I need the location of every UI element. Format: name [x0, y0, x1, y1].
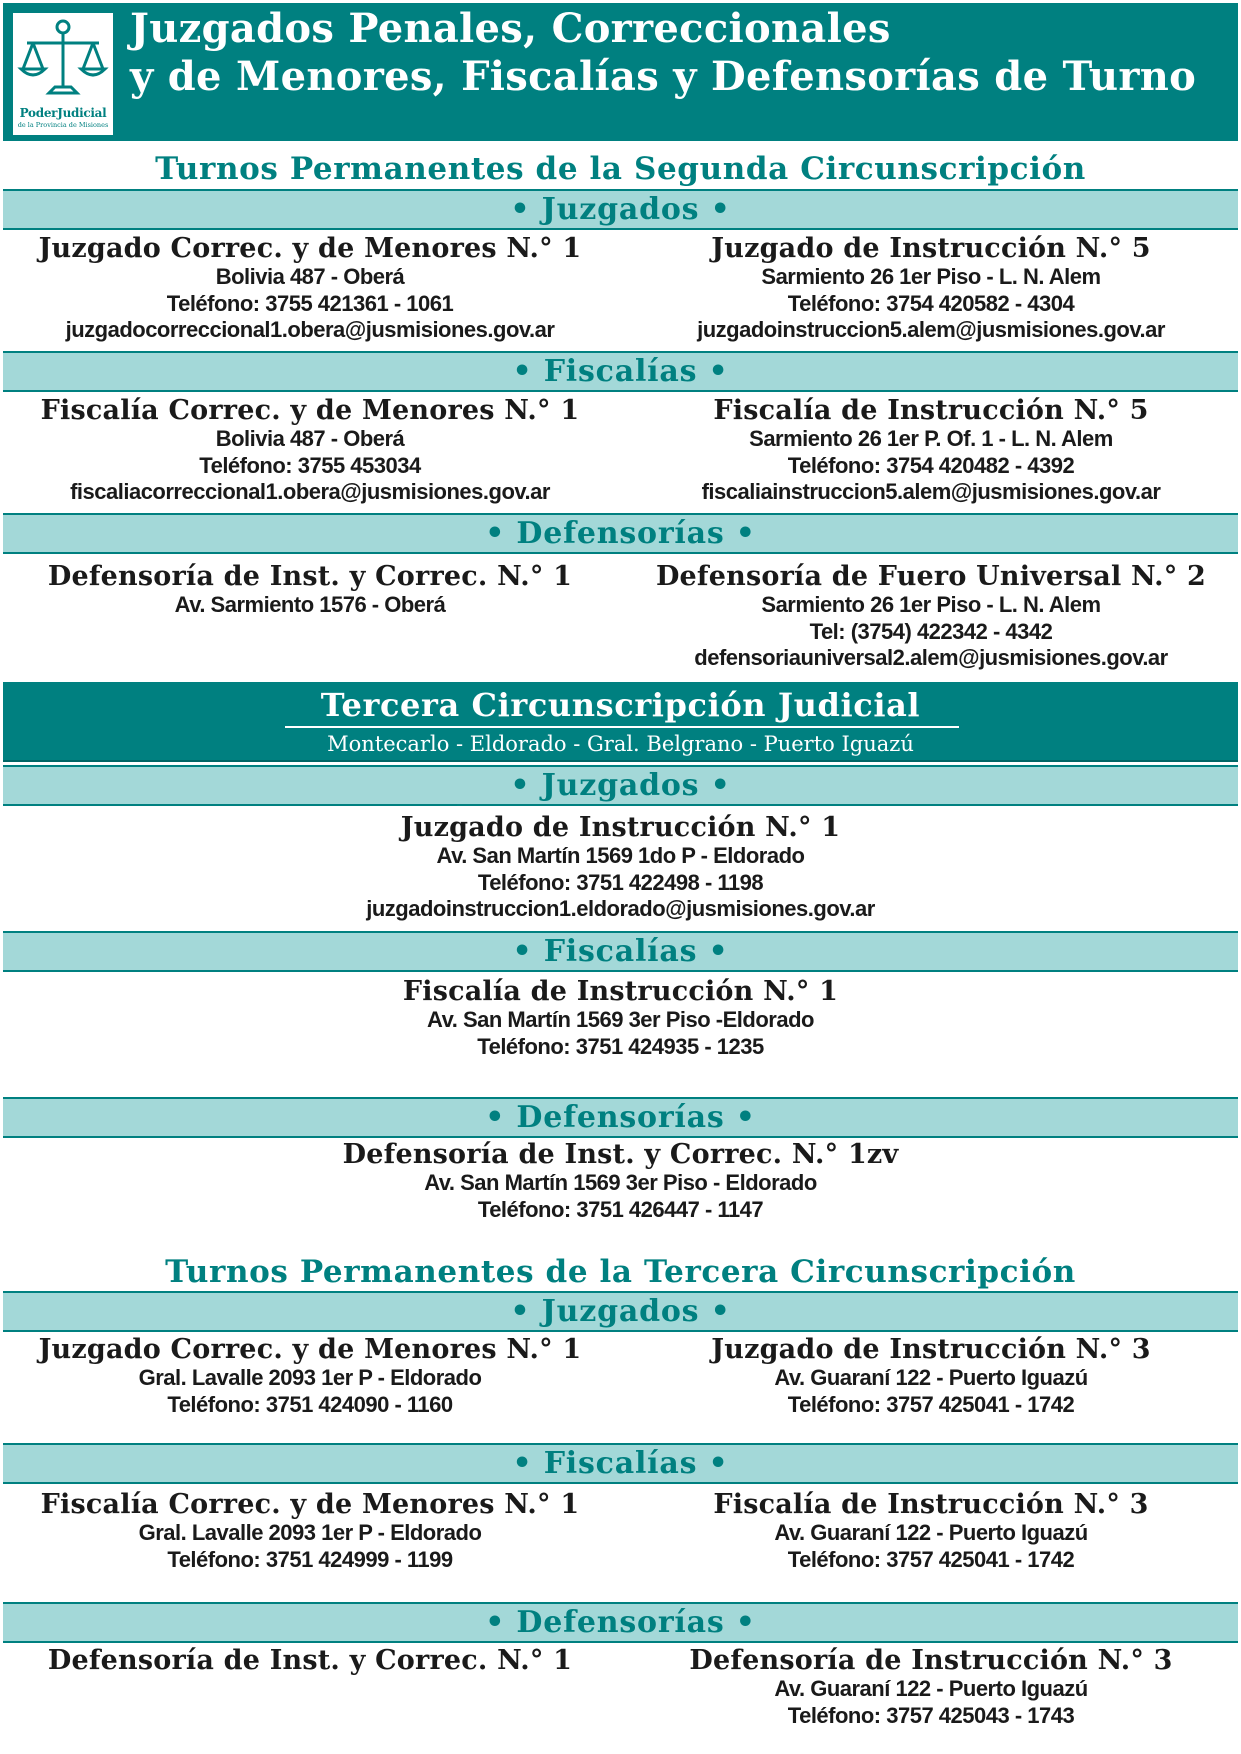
entry-email: fiscaliainstruccion5.alem@jusmisiones.gov.ar	[701, 479, 1161, 504]
entry-name: Juzgado de Instrucción N.° 1	[400, 812, 841, 843]
entry-address: Bolivia 487 - Oberá	[215, 426, 405, 451]
entry-phone: Teléfono: 3757 425043 - 1743	[787, 1702, 1075, 1728]
entry-name: Juzgado de Instrucción N.° 3	[711, 1334, 1151, 1365]
entry-segunda-defensoria-right	[621, 561, 1241, 672]
entry-name: Juzgado Correc. y de Menores N.° 1	[38, 233, 582, 264]
entry-segunda-juzgado-right	[621, 233, 1241, 344]
entry-address: Av. San Martín 1569 1do P - Eldorado	[436, 843, 805, 868]
entry-address: Sarmiento 26 1er P. Of. 1 - L. N. Alem	[749, 426, 1113, 451]
entry-name: Fiscalía Correc. y de Menores N.° 1	[40, 1489, 580, 1520]
tercera-circunscripcion-banner	[3, 682, 1238, 762]
entry-address: Sarmiento 26 1er Piso - L. N. Alem	[761, 592, 1101, 617]
band-tercera-fiscalias: • Fiscalías •	[3, 931, 1238, 972]
page-title-line2: y de Menores, Fiscalías y Defensorías de Turno	[130, 53, 1197, 100]
entry-address: Av. San Martín 1569 3er Piso -Eldorado	[427, 1007, 814, 1032]
entry-phone: Teléfono: 3751 426447 - 1147	[477, 1196, 764, 1222]
entry-tercera-perm-defensoria-right	[621, 1645, 1241, 1729]
entry-phone: Teléfono: 3757 425041 - 1742	[787, 1546, 1075, 1572]
entry-segunda-fiscalia-right	[621, 395, 1241, 506]
entry-segunda-juzgado-left	[0, 233, 620, 344]
band-tercera-perm-juzgados: • Juzgados •	[3, 1291, 1238, 1332]
page-title	[130, 5, 1196, 101]
entry-phone: Teléfono: 3754 420582 - 4304	[787, 290, 1075, 316]
header-banner	[3, 3, 1238, 141]
entry-phone: Teléfono: 3757 425041 - 1742	[787, 1391, 1075, 1417]
logo-text-secondary: de la Provincia de Misiones	[17, 121, 109, 129]
section-title-tercera-permanentes: Turnos Permanentes de la Tercera Circunscripción	[165, 1254, 1076, 1290]
entry-name: Fiscalía de Instrucción N.° 1	[402, 976, 839, 1007]
entry-phone: Teléfono: 3751 424999 - 1199	[167, 1546, 453, 1572]
band-segunda-defensorias: • Defensorías •	[3, 513, 1238, 554]
entry-phone: Teléfono: 3755 453034	[199, 452, 421, 478]
band-tercera-perm-defensorias: • Defensorías •	[3, 1602, 1238, 1643]
entry-email: fiscaliacorreccional1.obera@jusmisiones.gov.ar	[70, 479, 550, 504]
entry-email: juzgadoinstruccion1.eldorado@jusmisiones.gov.ar	[366, 896, 875, 921]
tercera-subtitle: Montecarlo - Eldorado - Gral. Belgrano - Puerto Iguazú	[327, 732, 914, 756]
band-segunda-juzgados: • Juzgados •	[3, 189, 1238, 230]
entry-email: defensoriauniversal2.alem@jusmisiones.gov.ar	[694, 645, 1168, 670]
entry-name: Defensoría de Inst. y Correc. N.° 1	[47, 1645, 573, 1676]
band-tercera-juzgados: • Juzgados •	[3, 765, 1238, 806]
entry-name: Fiscalía de Instrucción N.° 5	[713, 395, 1149, 426]
entry-phone: Teléfono: 3751 424090 - 1160	[167, 1391, 453, 1417]
entry-address: Sarmiento 26 1er Piso - L. N. Alem	[761, 264, 1101, 289]
entry-tercera-perm-fiscalia-right	[621, 1489, 1241, 1573]
entry-address: Av. San Martín 1569 3er Piso - Eldorado	[424, 1170, 817, 1195]
entry-name: Fiscalía de Instrucción N.° 3	[713, 1489, 1149, 1520]
page-title-line1: Juzgados Penales, Correccionales	[130, 5, 891, 52]
entry-tercera-perm-juzgado-left	[0, 1334, 620, 1418]
entry-tercera-defensoria	[0, 1139, 1241, 1223]
entry-name: Defensoría de Inst. y Correc. N.° 1zv	[342, 1139, 899, 1170]
entry-email: juzgadoinstruccion5.alem@jusmisiones.gov.ar	[697, 317, 1165, 342]
entry-tercera-perm-juzgado-right	[621, 1334, 1241, 1418]
band-segunda-fiscalias: • Fiscalías •	[3, 351, 1238, 392]
entry-phone: Teléfono: 3751 422498 - 1198	[477, 869, 764, 895]
entry-segunda-fiscalia-left	[0, 395, 620, 506]
entry-address: Av. Guaraní 122 - Puerto Iguazú	[774, 1676, 1088, 1701]
entry-address: Gral. Lavalle 2093 1er P - Eldorado	[138, 1365, 482, 1390]
entry-tercera-fiscalia	[0, 976, 1241, 1060]
entry-tercera-perm-fiscalia-left	[0, 1489, 620, 1573]
entry-name: Juzgado de Instrucción N.° 5	[711, 233, 1151, 264]
entry-name: Defensoría de Instrucción N.° 3	[689, 1645, 1173, 1676]
entry-tercera-perm-defensoria-left	[0, 1645, 620, 1676]
entry-phone: Teléfono: 3751 424935 - 1235	[477, 1033, 764, 1059]
entry-name: Juzgado Correc. y de Menores N.° 1	[38, 1334, 582, 1365]
entry-name: Fiscalía Correc. y de Menores N.° 1	[40, 395, 580, 426]
title-divider	[285, 726, 959, 728]
entry-phone: Tel: (3754) 422342 - 4342	[809, 618, 1053, 644]
entry-phone: Teléfono: 3754 420482 - 4392	[787, 452, 1075, 478]
entry-email: juzgadocorreccional1.obera@jusmisiones.gov.ar	[65, 317, 555, 342]
entry-name: Defensoría de Inst. y Correc. N.° 1	[47, 561, 573, 592]
entry-name: Defensoría de Fuero Universal N.° 2	[655, 561, 1207, 592]
band-tercera-defensorias: • Defensorías •	[3, 1097, 1238, 1138]
entry-tercera-juzgado	[0, 812, 1241, 923]
section-title-segunda: Turnos Permanentes de la Segunda Circunscripción	[155, 151, 1086, 187]
entry-address: Av. Guaraní 122 - Puerto Iguazú	[774, 1520, 1088, 1545]
entry-phone: Teléfono: 3755 421361 - 1061	[166, 290, 454, 316]
logo-text-primary: PoderJudicial	[19, 106, 107, 120]
scales-of-justice-icon	[13, 13, 113, 105]
entry-address: Bolivia 487 - Oberá	[215, 264, 405, 289]
tercera-title: Tercera Circunscripción Judicial	[320, 686, 921, 724]
poder-judicial-logo	[13, 13, 113, 135]
entry-segunda-defensoria-left	[0, 561, 620, 619]
entry-address: Av. Sarmiento 1576 - Oberá	[174, 592, 446, 617]
entry-address: Av. Guaraní 122 - Puerto Iguazú	[774, 1365, 1088, 1390]
entry-address: Gral. Lavalle 2093 1er P - Eldorado	[138, 1520, 482, 1545]
band-tercera-perm-fiscalias: • Fiscalías •	[3, 1443, 1238, 1484]
